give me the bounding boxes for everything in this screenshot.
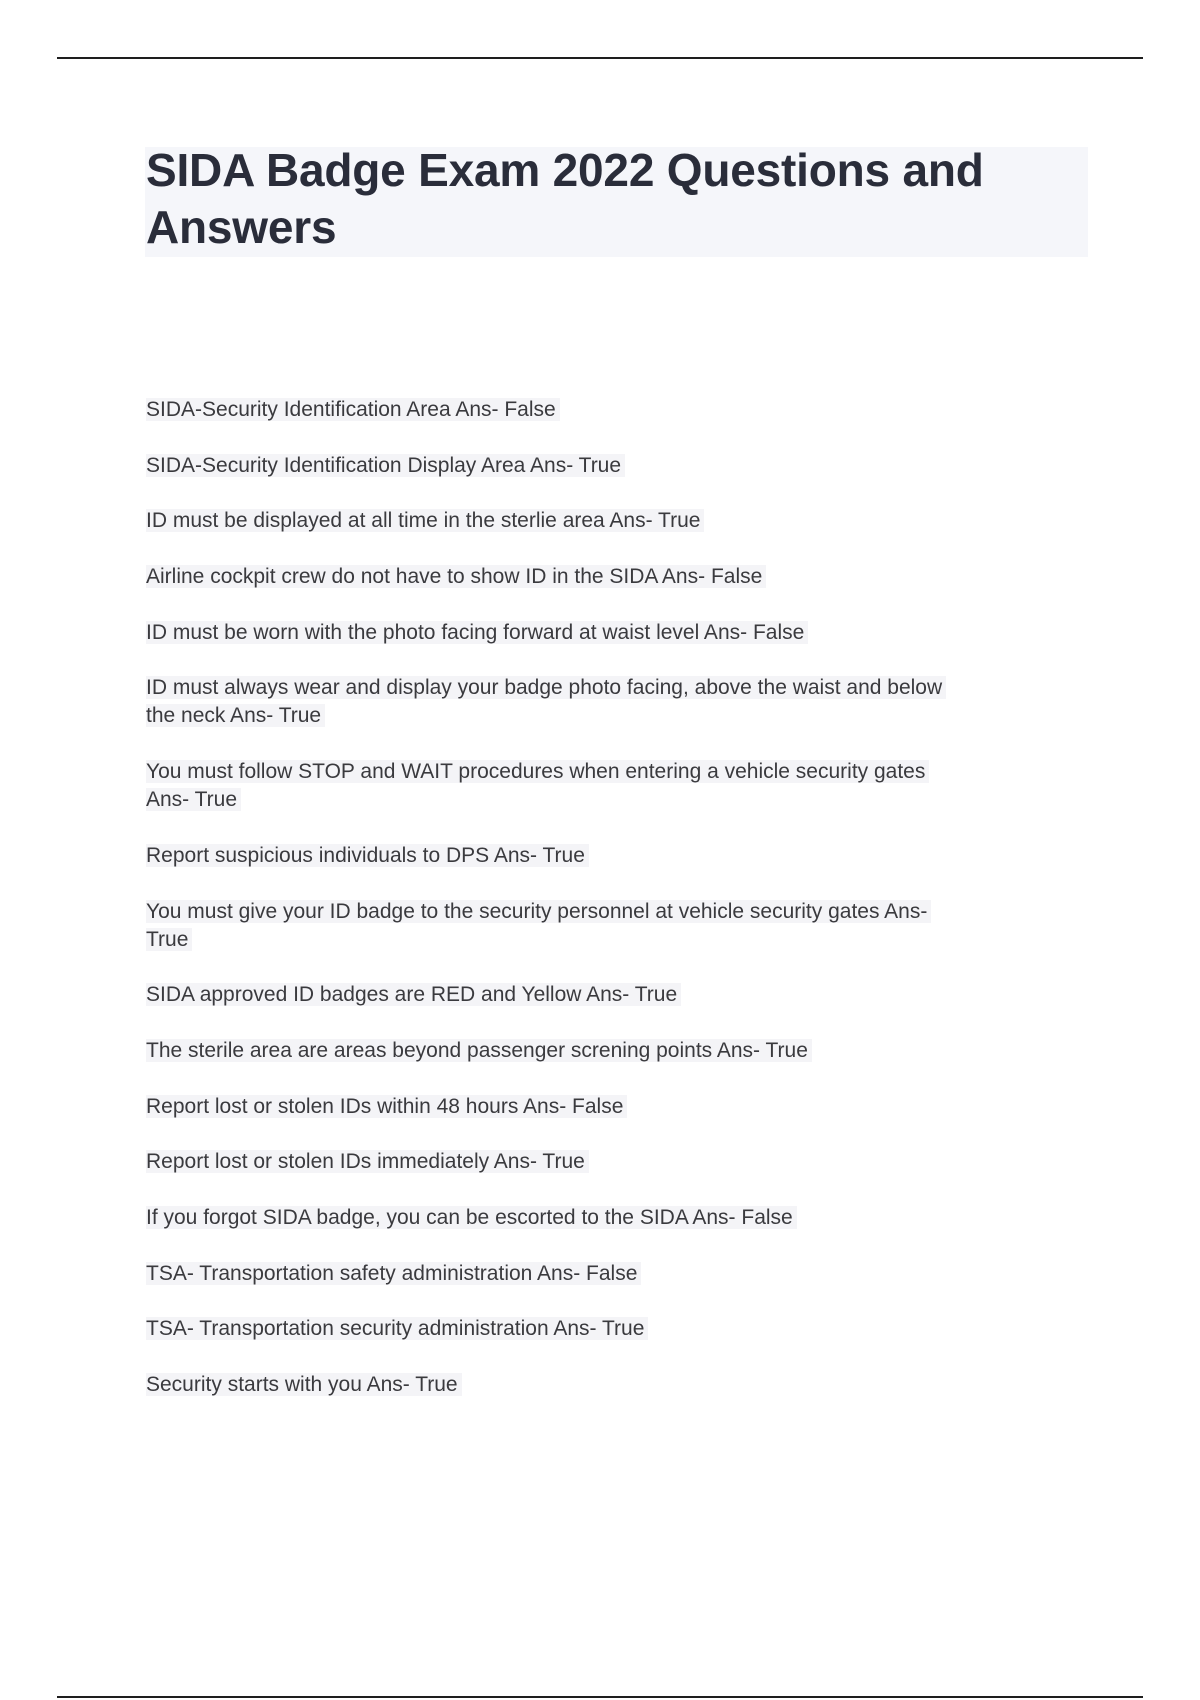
qa-line: TSA- Transportation safety administration Ans- False bbox=[146, 1260, 1096, 1288]
qa-line: If you forgot SIDA badge, you can be escorted to the SIDA Ans- False bbox=[146, 1204, 1096, 1232]
title-line-2: Answers bbox=[146, 201, 337, 253]
qa-line: You must follow STOP and WAIT procedures when entering a vehicle security gates bbox=[146, 758, 1096, 786]
title-line-1: SIDA Badge Exam 2022 Questions and bbox=[146, 144, 984, 196]
qa-item bbox=[146, 1093, 1096, 1121]
top-rule bbox=[57, 57, 1143, 59]
qa-line: Ans- True bbox=[146, 786, 1096, 814]
qa-line: SIDA-Security Identification Display Area Ans- True bbox=[146, 452, 1096, 480]
qa-item bbox=[146, 1037, 1096, 1065]
qa-line: the neck Ans- True bbox=[146, 702, 1096, 730]
qa-item bbox=[146, 981, 1096, 1009]
qa-item bbox=[146, 1204, 1096, 1232]
qa-line: Security starts with you Ans- True bbox=[146, 1371, 1096, 1399]
bottom-rule bbox=[57, 1696, 1143, 1698]
qa-list bbox=[146, 396, 1096, 1427]
qa-item bbox=[146, 563, 1096, 591]
qa-item bbox=[146, 507, 1096, 535]
qa-item bbox=[146, 452, 1096, 480]
qa-item bbox=[146, 1371, 1096, 1399]
qa-line: Report lost or stolen IDs immediately Ans- True bbox=[146, 1148, 1096, 1176]
qa-line: ID must be worn with the photo facing forward at waist level Ans- False bbox=[146, 619, 1096, 647]
qa-item bbox=[146, 1260, 1096, 1288]
qa-line: SIDA-Security Identification Area Ans- False bbox=[146, 396, 1096, 424]
qa-line: TSA- Transportation security administration Ans- True bbox=[146, 1315, 1096, 1343]
qa-line: The sterile area are areas beyond passenger screning points Ans- True bbox=[146, 1037, 1096, 1065]
qa-line: True bbox=[146, 926, 1096, 954]
qa-item bbox=[146, 619, 1096, 647]
qa-item bbox=[146, 1315, 1096, 1343]
qa-line: You must give your ID badge to the security personnel at vehicle security gates Ans- bbox=[146, 898, 1096, 926]
qa-item bbox=[146, 758, 1096, 814]
qa-item bbox=[146, 674, 1096, 730]
qa-line: SIDA approved ID badges are RED and Yellow Ans- True bbox=[146, 981, 1096, 1009]
qa-item bbox=[146, 396, 1096, 424]
qa-line: ID must always wear and display your badge photo facing, above the waist and below bbox=[146, 674, 1096, 702]
qa-item bbox=[146, 1148, 1096, 1176]
qa-item bbox=[146, 898, 1096, 954]
qa-line: ID must be displayed at all time in the sterlie area Ans- True bbox=[146, 507, 1096, 535]
qa-line: Airline cockpit crew do not have to show ID in the SIDA Ans- False bbox=[146, 563, 1096, 591]
qa-line: Report suspicious individuals to DPS Ans- True bbox=[146, 842, 1096, 870]
page-title bbox=[146, 142, 1086, 256]
qa-line: Report lost or stolen IDs within 48 hours Ans- False bbox=[146, 1093, 1096, 1121]
qa-item bbox=[146, 842, 1096, 870]
